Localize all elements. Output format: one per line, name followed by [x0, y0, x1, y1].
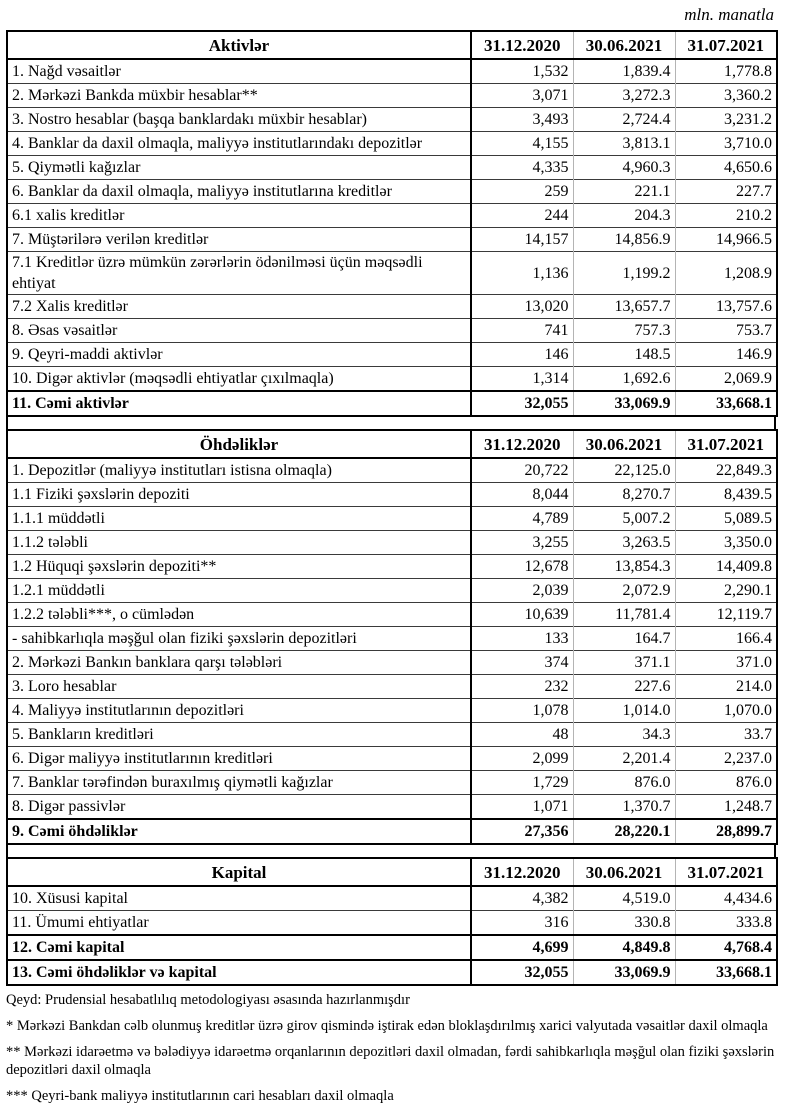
cell-value: 33,069.9: [573, 391, 675, 416]
table-row: [7, 795, 777, 820]
table-row: [7, 603, 777, 627]
table-row: [7, 391, 777, 416]
table-row: [7, 819, 777, 844]
table-row: [7, 960, 777, 985]
header-row: [7, 430, 777, 458]
row-label: 1. Depozitlər (maliyyə institutları istisna olmaqla): [7, 458, 471, 483]
column-header-date: 31.07.2021: [675, 430, 777, 458]
row-label: 10. Xüsusi kapital: [7, 886, 471, 911]
table-row: [7, 555, 777, 579]
row-label: 9. Cəmi öhdəliklər: [7, 819, 471, 844]
cell-value: 4,335: [471, 156, 573, 180]
cell-value: 2,290.1: [675, 579, 777, 603]
cell-value: 12,678: [471, 555, 573, 579]
table-row: [7, 84, 777, 108]
row-label: 11. Cəmi aktivlər: [7, 391, 471, 416]
cell-value: 1,532: [471, 59, 573, 84]
cell-value: 13,854.3: [573, 555, 675, 579]
column-header-date: 30.06.2021: [573, 31, 675, 59]
cell-value: 4,155: [471, 132, 573, 156]
row-label: 5. Qiymətli kağızlar: [7, 156, 471, 180]
cell-value: 374: [471, 651, 573, 675]
cell-value: 3,493: [471, 108, 573, 132]
cell-value: 753.7: [675, 319, 777, 343]
cell-value: 28,899.7: [675, 819, 777, 844]
cell-value: 32,055: [471, 391, 573, 416]
cell-value: 227.6: [573, 675, 675, 699]
cell-value: 13,020: [471, 295, 573, 319]
cell-value: 1,314: [471, 367, 573, 392]
cell-value: 146.9: [675, 343, 777, 367]
cell-value: 2,069.9: [675, 367, 777, 392]
row-label: 4. Maliyyə institutlarının depozitləri: [7, 699, 471, 723]
balance-sheet-tables: [6, 30, 776, 986]
cell-value: 1,070.0: [675, 699, 777, 723]
cell-value: 2,237.0: [675, 747, 777, 771]
row-label: 8. Əsas vəsaitlər: [7, 319, 471, 343]
cell-value: 4,789: [471, 507, 573, 531]
cell-value: 371.0: [675, 651, 777, 675]
row-label: 3. Loro hesablar: [7, 675, 471, 699]
row-label: - sahibkarlıqla məşğul olan fiziki şəxslərin depozitləri: [7, 627, 471, 651]
table-row: [7, 367, 777, 392]
table-row: [7, 651, 777, 675]
cell-value: 210.2: [675, 204, 777, 228]
cell-value: 3,231.2: [675, 108, 777, 132]
cell-value: 3,255: [471, 531, 573, 555]
cell-value: 227.7: [675, 180, 777, 204]
row-label: 9. Qeyri-maddi aktivlər: [7, 343, 471, 367]
cell-value: 4,960.3: [573, 156, 675, 180]
cell-value: 20,722: [471, 458, 573, 483]
cell-value: 4,849.8: [573, 935, 675, 960]
table-row: [7, 483, 777, 507]
row-label: 7. Müştərilərə verilən kreditlər: [7, 228, 471, 252]
row-label: 1.1.2 tələbli: [7, 531, 471, 555]
section-table-2: [6, 857, 778, 986]
cell-value: 1,014.0: [573, 699, 675, 723]
column-header-date: 31.07.2021: [675, 31, 777, 59]
section-title: Öhdəliklər: [7, 430, 471, 458]
row-label: 3. Nostro hesablar (başqa banklardakı müxbir hesablar): [7, 108, 471, 132]
row-label: 5. Bankların kreditləri: [7, 723, 471, 747]
row-label: 11. Ümumi ehtiyatlar: [7, 911, 471, 936]
cell-value: 13,757.6: [675, 295, 777, 319]
table-row: [7, 204, 777, 228]
cell-value: 33,668.1: [675, 960, 777, 985]
table-row: [7, 579, 777, 603]
cell-value: 3,813.1: [573, 132, 675, 156]
table-row: [7, 343, 777, 367]
table-row: [7, 458, 777, 483]
cell-value: 48: [471, 723, 573, 747]
cell-value: 148.5: [573, 343, 675, 367]
table-row: [7, 319, 777, 343]
row-label: 1. Nağd vəsaitlər: [7, 59, 471, 84]
table-row: [7, 228, 777, 252]
row-label: 1.1.1 müddətli: [7, 507, 471, 531]
cell-value: 146: [471, 343, 573, 367]
row-label: 6.1 xalis kreditlər: [7, 204, 471, 228]
cell-value: 14,157: [471, 228, 573, 252]
cell-value: 27,356: [471, 819, 573, 844]
table-row: [7, 180, 777, 204]
footnotes: [6, 991, 786, 1105]
cell-value: 1,208.9: [675, 252, 777, 295]
cell-value: 33.7: [675, 723, 777, 747]
cell-value: 741: [471, 319, 573, 343]
cell-value: 259: [471, 180, 573, 204]
cell-value: 166.4: [675, 627, 777, 651]
row-label: 13. Cəmi öhdəliklər və kapital: [7, 960, 471, 985]
table-row: [7, 911, 777, 936]
table-row: [7, 771, 777, 795]
row-label: 6. Digər maliyyə institutlarının kreditləri: [7, 747, 471, 771]
row-label: 1.2.1 müddətli: [7, 579, 471, 603]
cell-value: 333.8: [675, 911, 777, 936]
table-row: [7, 723, 777, 747]
cell-value: 4,382: [471, 886, 573, 911]
cell-value: 11,781.4: [573, 603, 675, 627]
footnote: *** Qeyri-bank maliyyə institutlarının cari hesabları daxil olmaqla: [6, 1088, 394, 1104]
cell-value: 4,434.6: [675, 886, 777, 911]
column-header-date: 30.06.2021: [573, 430, 675, 458]
column-header-date: 31.12.2020: [471, 430, 573, 458]
cell-value: 1,078: [471, 699, 573, 723]
section-title: Kapital: [7, 858, 471, 886]
cell-value: 22,125.0: [573, 458, 675, 483]
cell-value: 3,263.5: [573, 531, 675, 555]
row-label: 1.1 Fiziki şəxslərin depoziti: [7, 483, 471, 507]
cell-value: 2,724.4: [573, 108, 675, 132]
table-row: [7, 531, 777, 555]
row-label: 2. Mərkəzi Bankda müxbir hesablar**: [7, 84, 471, 108]
cell-value: 2,099: [471, 747, 573, 771]
cell-value: 133: [471, 627, 573, 651]
row-label: 1.2 Hüquqi şəxslərin depoziti**: [7, 555, 471, 579]
cell-value: 2,039: [471, 579, 573, 603]
row-label: 4. Banklar da daxil olmaqla, maliyyə institutlarındakı depozitlər: [7, 132, 471, 156]
cell-value: 1,248.7: [675, 795, 777, 820]
cell-value: 232: [471, 675, 573, 699]
section-table-0: [6, 30, 778, 417]
section-title: Aktivlər: [7, 31, 471, 59]
cell-value: 221.1: [573, 180, 675, 204]
table-row: [7, 59, 777, 84]
row-label: 10. Digər aktivlər (məqsədli ehtiyatlar çıxılmaqla): [7, 367, 471, 392]
cell-value: 1,071: [471, 795, 573, 820]
header-row: [7, 31, 777, 59]
cell-value: 1,136: [471, 252, 573, 295]
row-label: 2. Mərkəzi Bankın banklara qarşı tələbləri: [7, 651, 471, 675]
row-label: 8. Digər passivlər: [7, 795, 471, 820]
table-row: [7, 132, 777, 156]
cell-value: 1,692.6: [573, 367, 675, 392]
row-label: 7.1 Kreditlər üzrə mümkün zərərlərin ödənilməsi üçün məqsədli ehtiyat: [7, 252, 471, 295]
cell-value: 10,639: [471, 603, 573, 627]
cell-value: 3,710.0: [675, 132, 777, 156]
cell-value: 13,657.7: [573, 295, 675, 319]
cell-value: 14,409.8: [675, 555, 777, 579]
cell-value: 1,370.7: [573, 795, 675, 820]
table-row: [7, 295, 777, 319]
footnote: ** Mərkəzi idarəetmə və bələdiyyə idarəetmə orqanlarının depozitləri daxil olmadan, fərdi sahibkarlıqla məşğul olan fiziki şəxslərin depozitləri daxil olmaqla: [6, 1044, 775, 1078]
table-row: [7, 886, 777, 911]
table-row: [7, 627, 777, 651]
cell-value: 8,270.7: [573, 483, 675, 507]
cell-value: 5,089.5: [675, 507, 777, 531]
table-row: [7, 699, 777, 723]
cell-value: 330.8: [573, 911, 675, 936]
cell-value: 22,849.3: [675, 458, 777, 483]
footnote: * Mərkəzi Bankdan cəlb olunmuş kreditlər üzrə girov qismində iştirak edən bloklaşdırılmış xarici valyutada vəsaitlər daxil olmaqla: [6, 1018, 768, 1034]
unit-label: mln. manatla: [684, 5, 774, 24]
cell-value: 316: [471, 911, 573, 936]
row-label: 12. Cəmi kapital: [7, 935, 471, 960]
table-gap: [6, 845, 776, 857]
cell-value: 1,199.2: [573, 252, 675, 295]
table-row: [7, 507, 777, 531]
cell-value: 4,699: [471, 935, 573, 960]
cell-value: 8,044: [471, 483, 573, 507]
table-gap: [6, 417, 776, 429]
cell-value: 2,201.4: [573, 747, 675, 771]
cell-value: 14,856.9: [573, 228, 675, 252]
cell-value: 32,055: [471, 960, 573, 985]
table-row: [7, 156, 777, 180]
cell-value: 164.7: [573, 627, 675, 651]
cell-value: 14,966.5: [675, 228, 777, 252]
cell-value: 371.1: [573, 651, 675, 675]
table-row: [7, 935, 777, 960]
column-header-date: 31.12.2020: [471, 858, 573, 886]
cell-value: 4,650.6: [675, 156, 777, 180]
cell-value: 3,350.0: [675, 531, 777, 555]
cell-value: 876.0: [675, 771, 777, 795]
column-header-date: 30.06.2021: [573, 858, 675, 886]
cell-value: 3,272.3: [573, 84, 675, 108]
cell-value: 1,778.8: [675, 59, 777, 84]
cell-value: 4,519.0: [573, 886, 675, 911]
row-label: 6. Banklar da daxil olmaqla, maliyyə institutlarına kreditlər: [7, 180, 471, 204]
row-label: 1.2.2 tələbli***, o cümlədən: [7, 603, 471, 627]
cell-value: 5,007.2: [573, 507, 675, 531]
table-row: [7, 252, 777, 295]
header-row: [7, 858, 777, 886]
cell-value: 33,069.9: [573, 960, 675, 985]
column-header-date: 31.07.2021: [675, 858, 777, 886]
cell-value: 3,071: [471, 84, 573, 108]
cell-value: 204.3: [573, 204, 675, 228]
cell-value: 214.0: [675, 675, 777, 699]
cell-value: 4,768.4: [675, 935, 777, 960]
cell-value: 244: [471, 204, 573, 228]
table-row: [7, 675, 777, 699]
table-row: [7, 747, 777, 771]
row-label: 7.2 Xalis kreditlər: [7, 295, 471, 319]
table-row: [7, 108, 777, 132]
cell-value: 3,360.2: [675, 84, 777, 108]
cell-value: 8,439.5: [675, 483, 777, 507]
column-header-date: 31.12.2020: [471, 31, 573, 59]
cell-value: 1,839.4: [573, 59, 675, 84]
cell-value: 876.0: [573, 771, 675, 795]
cell-value: 28,220.1: [573, 819, 675, 844]
cell-value: 34.3: [573, 723, 675, 747]
row-label: 7. Banklar tərəfindən buraxılmış qiymətli kağızlar: [7, 771, 471, 795]
cell-value: 2,072.9: [573, 579, 675, 603]
cell-value: 1,729: [471, 771, 573, 795]
cell-value: 12,119.7: [675, 603, 777, 627]
footnote: Qeyd: Prudensial hesabatlılıq metodologiyası əsasında hazırlanmışdır: [6, 992, 410, 1008]
cell-value: 757.3: [573, 319, 675, 343]
section-table-1: [6, 429, 778, 845]
cell-value: 33,668.1: [675, 391, 777, 416]
